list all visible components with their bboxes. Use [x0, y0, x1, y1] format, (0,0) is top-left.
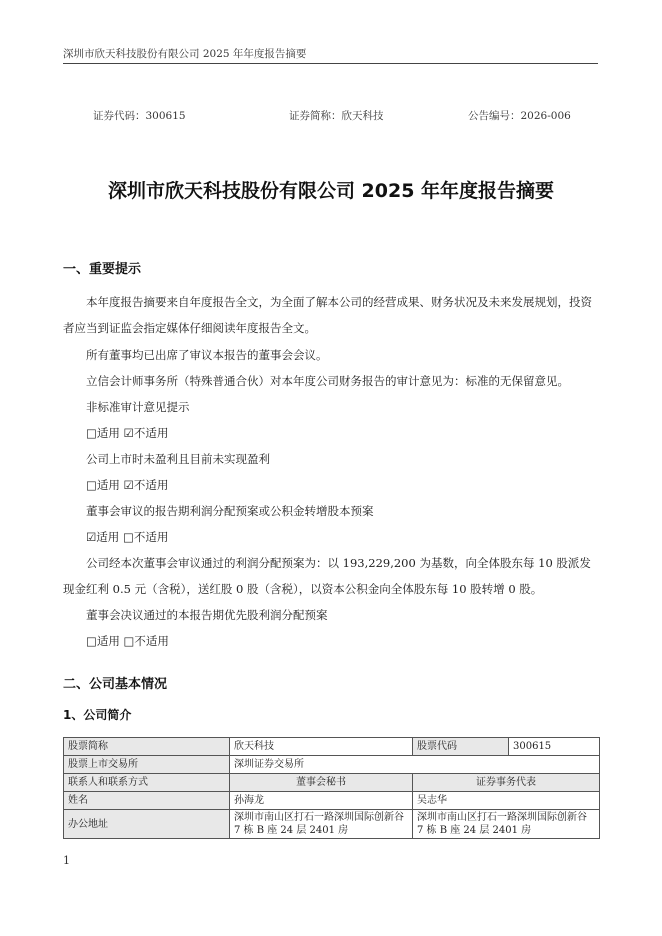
table-cell: 深圳证券交易所 — [230, 756, 600, 774]
table-cell: 深圳市南山区打石一路深圳国际创新谷 7 栋 B 座 24 层 2401 房 — [413, 810, 600, 839]
checkbox-applicable: □适用 — [86, 426, 120, 440]
paragraph-nonstandard-audit: 非标准审计意见提示 — [86, 400, 190, 414]
notice-number: 公告编号：2026-006 — [468, 110, 571, 122]
table-cell: 孙海龙 — [230, 792, 413, 810]
checkbox-applicable: □适用 — [86, 478, 120, 492]
paragraph-preferred-shares: 董事会决议通过的本报告期优先股利润分配预案 — [86, 608, 328, 622]
option-row-unprofitable-listing — [86, 477, 168, 493]
checkbox-not-applicable: □不适用 — [123, 634, 169, 648]
table-row — [64, 792, 600, 810]
table-row — [64, 810, 600, 839]
table-row — [64, 756, 600, 774]
page-number: 1 — [63, 854, 70, 867]
option-row-nonstandard-audit — [86, 425, 168, 441]
paragraph-unprofitable-listing: 公司上市时未盈利且目前未实现盈利 — [86, 452, 270, 466]
section-heading-company-basics: 二、公司基本情况 — [63, 677, 168, 692]
table-cell: 股票上市交易所 — [64, 756, 230, 774]
header-divider — [63, 63, 598, 64]
table-cell: 董事会秘书 — [230, 774, 413, 792]
paragraph-directors-attendance: 所有董事均已出席了审议本报告的董事会会议。 — [86, 348, 328, 362]
table-cell: 联系人和联系方式 — [64, 774, 230, 792]
checkbox-applicable: ☑适用 — [86, 530, 120, 544]
table-cell: 证券事务代表 — [413, 774, 600, 792]
table-cell: 300615 — [509, 738, 600, 756]
security-short-name: 证券简称：欣天科技 — [289, 110, 384, 122]
table-cell: 股票代码 — [413, 738, 509, 756]
table-cell: 办公地址 — [64, 810, 230, 839]
table-cell: 深圳市南山区打石一路深圳国际创新谷 7 栋 B 座 24 层 2401 房 — [230, 810, 413, 839]
paragraph-profit-distribution-plan: 董事会审议的报告期利润分配预案或公积金转增股本预案 — [86, 504, 374, 518]
checkbox-not-applicable: ☑不适用 — [123, 426, 169, 440]
checkbox-not-applicable: ☑不适用 — [123, 478, 169, 492]
option-row-profit-distribution — [86, 529, 168, 545]
security-code: 证券代码：300615 — [93, 110, 186, 122]
section-heading-important: 一、重要提示 — [63, 262, 142, 277]
checkbox-not-applicable: □不适用 — [122, 530, 169, 544]
paragraph-summary-source: 本年度报告摘要来自年度报告全文，为全面了解本公司的经营成果、财务状况及未来发展规划，投资者应当到证监会指定媒体仔细阅读年度报告全文。 — [63, 295, 592, 335]
paragraph-dividend-details: 公司经本次董事会审议通过的利润分配预案为：以 193,229,200 为基数，向全体股东每 10 股派发现金红利 0.5 元（含税），送红股 0 股（含税），以资本公积金向全体股东每 10 股转增 0 股。 — [63, 556, 591, 596]
table-row — [64, 738, 600, 756]
table-cell: 欣天科技 — [230, 738, 413, 756]
document-title: 深圳市欣天科技股份有限公司 2025 年年度报告摘要 — [107, 180, 555, 202]
checkbox-applicable: □适用 — [86, 634, 120, 648]
paragraph-audit-opinion: 立信会计师事务所（特殊普通合伙）对本年度公司财务报告的审计意见为：标准的无保留意见。 — [86, 374, 569, 388]
table-cell: 姓名 — [64, 792, 230, 810]
subsection-heading-company-profile: 1、公司简介 — [63, 708, 132, 722]
company-info-table — [63, 737, 600, 839]
table-cell: 股票简称 — [64, 738, 230, 756]
table-cell: 吴志华 — [413, 792, 600, 810]
table-row — [64, 774, 600, 792]
running-header: 深圳市欣天科技股份有限公司 2025 年年度报告摘要 — [63, 48, 307, 60]
option-row-preferred-shares — [86, 633, 169, 649]
